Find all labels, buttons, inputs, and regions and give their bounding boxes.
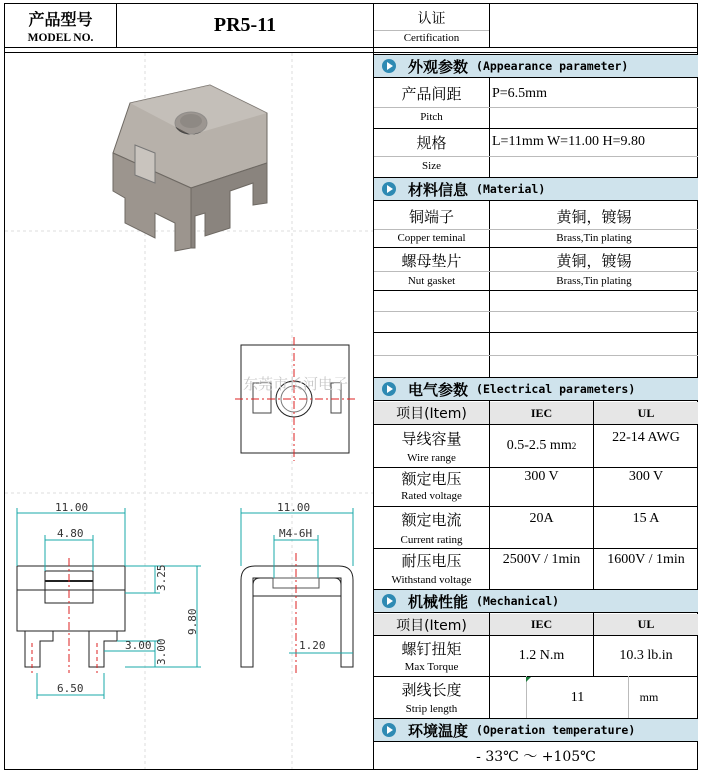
- play-bullet-icon: [382, 382, 396, 396]
- strip-value: 11: [570, 689, 585, 705]
- model-label-cn: 产品型号: [28, 10, 93, 29]
- play-bullet-icon: [382, 594, 396, 608]
- dim-inner-width: 4.80: [57, 527, 84, 540]
- elec-row-ul: 22-14 AWG: [612, 430, 680, 445]
- section-title-en: (Mechanical): [476, 594, 560, 608]
- section-title-en: (Appearance parameter): [476, 59, 629, 73]
- mech-head-item: 项目(Item): [374, 614, 489, 635]
- dim-top-height: 3.25: [155, 564, 168, 591]
- divider: [489, 107, 698, 108]
- elec-row-iec: [490, 425, 593, 467]
- elec-iec-value: 0.5-2.5 mm: [506, 438, 572, 453]
- torque-iec-value: 1.2 N.m: [518, 648, 565, 663]
- elec-row-iec: 300 V: [524, 469, 559, 484]
- torque-label-en: Max Torque: [404, 661, 459, 673]
- cert-value: [490, 4, 697, 47]
- front-view-drawing: [17, 508, 201, 699]
- strip-label-en: Strip length: [405, 702, 458, 715]
- divider: [374, 355, 698, 356]
- front-view-dimensions: [55, 501, 199, 695]
- cell-marker-icon: [526, 677, 531, 682]
- material-row-label-en: Copper teminal: [397, 232, 466, 244]
- size-label-cn: 规格: [416, 134, 447, 152]
- cert-label-cell: [374, 4, 489, 47]
- material-row-label-cn: 铜端子: [408, 207, 454, 226]
- divider: [374, 311, 698, 312]
- elec-row-ul: 15 A: [632, 511, 660, 526]
- elec-row-label-cn: 导线容量: [401, 429, 462, 448]
- dim-leg-width: 3.00: [125, 639, 152, 652]
- elec-head-ul: UL: [594, 402, 698, 424]
- elec-iec-sup: 2: [571, 441, 577, 451]
- elec-row-label-cn: 额定电流: [401, 510, 462, 529]
- material-row-value-cn: 黄铜，镀锡: [556, 251, 632, 270]
- mech-head-ul: UL: [594, 614, 698, 635]
- dim-thread: M4-6H: [279, 527, 313, 540]
- section-title-en: (Operation temperature): [476, 723, 636, 737]
- product-drawing: [5, 53, 373, 769]
- material-row-label-en: Nut gasket: [407, 275, 456, 287]
- section-title-en: (Material): [476, 182, 546, 196]
- model-value: PR5-11: [213, 14, 277, 36]
- mech-head-iec: IEC: [490, 614, 593, 635]
- elec-row-ul: 300 V: [628, 469, 664, 484]
- dim-total-height: 9.80: [186, 608, 199, 635]
- temperature-value: - 33℃ ～ +105℃: [476, 749, 596, 765]
- section-header-appearance: [374, 54, 698, 78]
- elec-row-iec: 20A: [529, 511, 554, 526]
- model-label-en: MODEL NO.: [27, 32, 94, 44]
- divider: [374, 290, 698, 291]
- dim-pitch: 6.50: [57, 682, 84, 695]
- divider: [5, 47, 698, 48]
- play-bullet-icon: [382, 723, 396, 737]
- play-bullet-icon: [382, 59, 396, 73]
- section-title-cn: 机械性能: [408, 592, 469, 611]
- section-title-cn: 外观参数: [408, 57, 469, 76]
- dim-width-side: 11.00: [277, 501, 311, 514]
- elec-row-ul: 1600V / 1min: [607, 552, 685, 567]
- model-label-cell: [5, 4, 116, 47]
- pitch-label-en: Pitch: [420, 111, 443, 123]
- dim-leg-height: 3.00: [155, 638, 168, 665]
- material-row-label-cn: 螺母垫片: [401, 251, 462, 270]
- elec-row-label-cn: 额定电压: [401, 469, 462, 488]
- size-label-en: Size: [422, 160, 441, 172]
- section-title-en: (Electrical parameters): [476, 382, 636, 396]
- section-title-cn: 电气参数: [408, 380, 469, 399]
- torque-ul-value: 10.3 lb.in: [619, 648, 673, 663]
- dim-width-front: 11.00: [55, 501, 89, 514]
- section-header-electrical: [374, 377, 698, 401]
- divider: [374, 271, 698, 272]
- material-row-value-cn: 黄铜，镀锡: [556, 207, 632, 226]
- dim-wall-thickness: 1.20: [299, 639, 326, 652]
- strip-unit: mm: [639, 690, 659, 704]
- material-row-value-en: Brass,Tin plating: [556, 275, 632, 287]
- play-bullet-icon: [382, 182, 396, 196]
- section-header-material: [374, 177, 698, 201]
- divider: [374, 156, 698, 157]
- pitch-label-cn: 产品间距: [401, 84, 462, 103]
- elec-head-iec: IEC: [490, 402, 593, 424]
- elec-head-item: 项目(Item): [374, 402, 489, 424]
- material-row-value-en: Brass,Tin plating: [556, 232, 632, 244]
- elec-row-label-en: Current rating: [400, 534, 463, 546]
- torque-label-cn: 螺钉扭矩: [401, 639, 462, 658]
- elec-row-label-en: Wire range: [407, 452, 456, 464]
- divider: [374, 107, 489, 108]
- strip-label-cn: 剥线长度: [401, 680, 462, 699]
- elec-row-label-en: Rated voltage: [401, 490, 462, 502]
- divider: [374, 332, 698, 333]
- watermark-text: 东莞市长河电子: [243, 375, 349, 393]
- cert-label-en: Certification: [403, 31, 460, 44]
- section-header-mechanical: [374, 589, 698, 613]
- section-header-temperature: [374, 718, 698, 742]
- cert-label-cn: 认证: [417, 10, 446, 27]
- product-photo: [113, 85, 267, 251]
- divider: [374, 229, 698, 230]
- pitch-value: P=6.5mm: [492, 86, 547, 101]
- section-title-cn: 环境温度: [408, 721, 469, 740]
- elec-row-label-en: Withstand voltage: [391, 574, 472, 586]
- top-view-drawing: [235, 337, 355, 461]
- size-value: L=11mm W=11.00 H=9.80: [492, 134, 646, 149]
- elec-row-label-cn: 耐压电压: [401, 551, 462, 570]
- elec-row-iec: 2500V / 1min: [502, 552, 581, 567]
- section-title-cn: 材料信息: [408, 180, 469, 199]
- divider: [374, 30, 489, 31]
